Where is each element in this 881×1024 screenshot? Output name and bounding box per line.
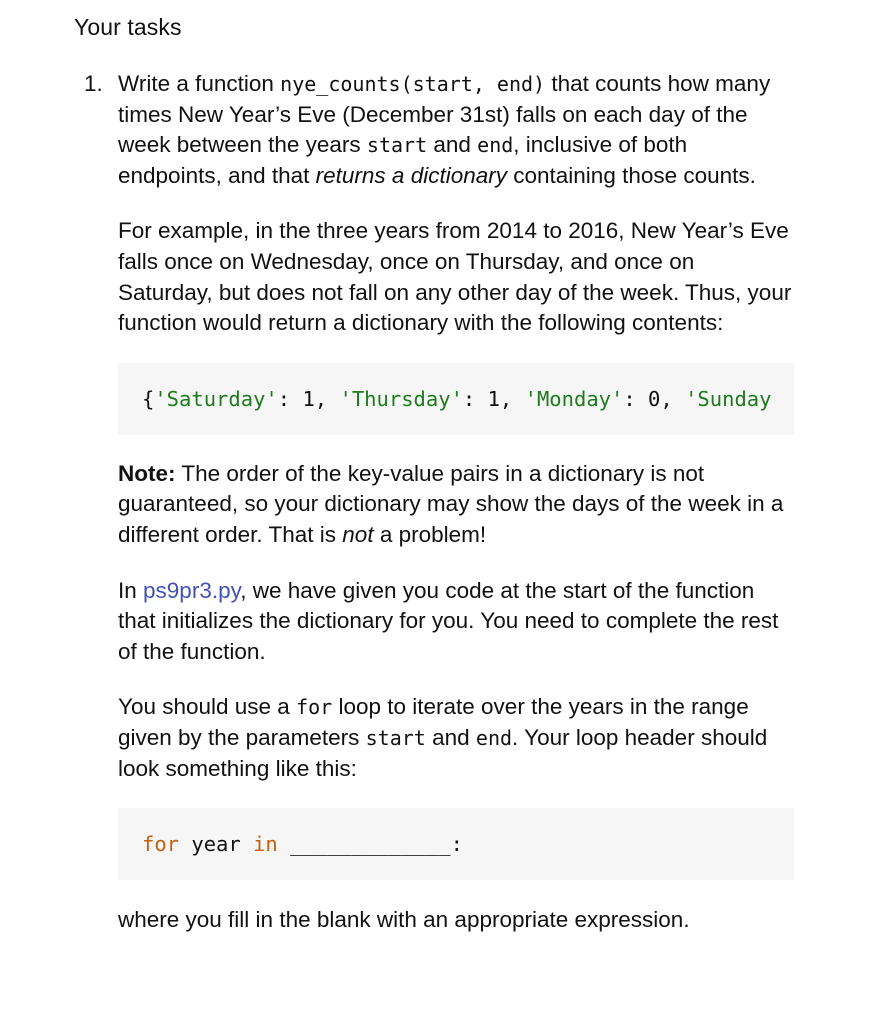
note-text-1: The order of the key-value pairs in a dictionary is not guaranteed, so your dictionary may show the days of the week in a different order. That is: [118, 460, 784, 547]
ps9pr3-file-link[interactable]: ps9pr3.py: [143, 577, 241, 603]
file-paragraph: [118, 576, 794, 668]
note-paragraph: [118, 459, 794, 551]
loop-paragraph: [118, 692, 794, 784]
code-keyword-in: in: [253, 832, 278, 857]
task-intro-paragraph: [118, 69, 794, 191]
not-emphasis: not: [342, 521, 374, 547]
code-string-thursday: 'Thursday': [339, 386, 463, 411]
loop-text-2: loop to iterate over the years in the range given by the parameters: [118, 694, 749, 750]
intro-text-5: containing those counts.: [507, 162, 756, 188]
code-string-sunday: 'Sunday: [685, 386, 772, 411]
start-param-code: start: [366, 133, 428, 158]
code-keyword-for: for: [142, 832, 180, 857]
code-punct-1: {: [142, 386, 155, 411]
loop-text-4: . Your loop header should look something like this:: [118, 724, 768, 781]
code-string-monday: 'Monday': [524, 386, 624, 411]
code-string-saturday: 'Saturday': [154, 386, 278, 411]
code-var-year: year: [179, 832, 254, 857]
code-punct-3: : 1,: [462, 386, 525, 411]
example-paragraph: For example, in the three years from 2014 to 2016, New Year’s Eve falls once on Wednesday, once on Thursday, and once on Saturday, but does not fall on any other day of the week. Thus, your function would return a dictionary with the following contents:: [118, 218, 792, 336]
loop-text-3: and: [425, 724, 476, 750]
list-item-number: 1.: [84, 71, 103, 96]
dictionary-code-block: [118, 363, 794, 435]
section-heading: Your tasks: [74, 14, 182, 40]
task-content: [118, 69, 794, 936]
start-param-code-2: start: [365, 725, 426, 750]
loop-header-code-block: [118, 808, 794, 880]
loop-text-1: You should use a: [118, 694, 297, 720]
note-text-2: a problem!: [373, 521, 487, 547]
intro-text-3: and: [427, 132, 478, 158]
intro-text-4: , inclusive of both endpoints, and that: [118, 132, 688, 188]
note-label: Note:: [118, 460, 176, 486]
function-signature-code: nye_counts(start, end): [280, 72, 546, 96]
end-param-code: end: [477, 133, 514, 158]
end-param-code-2: end: [475, 725, 513, 750]
returns-dictionary-emphasis: returns a dictionary: [315, 162, 507, 188]
file-text-1: In: [118, 577, 144, 603]
intro-text-1: Write a function: [118, 71, 281, 96]
final-paragraph: where you fill in the blank with an appropriate expression.: [118, 907, 690, 933]
intro-text-2: that counts how many times New Year’s Eve (December 31st) falls on each day of the week between the years: [118, 71, 771, 158]
for-keyword-code: for: [296, 695, 333, 720]
code-blank: _____________:: [277, 832, 463, 857]
code-punct-2: : 1,: [277, 386, 340, 411]
code-punct-4: : 0,: [623, 386, 686, 411]
file-text-2: , we have given you code at the start of the function that initializes the dictionary for you. You need to complete the rest of the function.: [118, 577, 779, 664]
